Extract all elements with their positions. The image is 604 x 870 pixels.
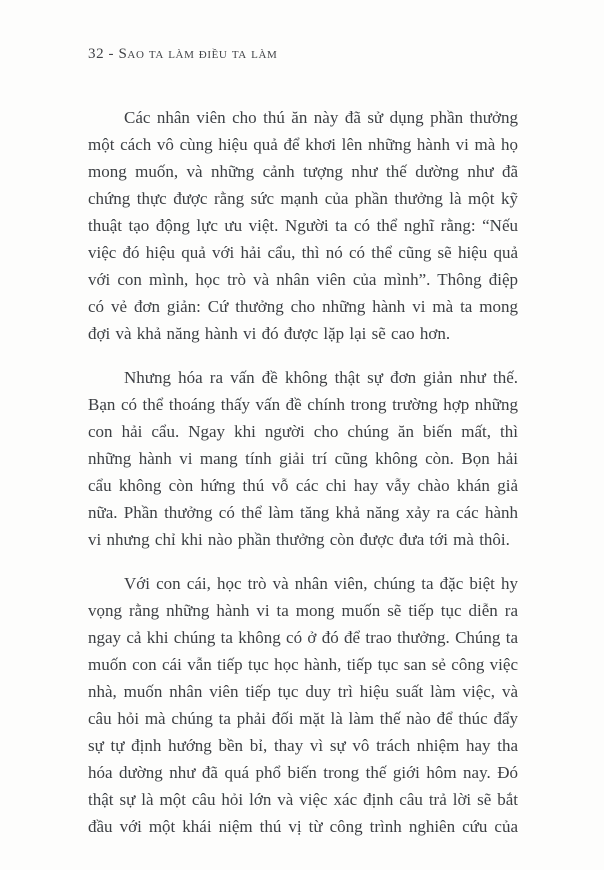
paragraph-2: Nhưng hóa ra vấn đề không thật sự đơn giản như thế. Bạn có thể thoáng thấy vấn đề chính trong trường hợp những con hải cẩu. Ngay khi người cho chúng ăn biến mất, thì những hành vi mang tính giải trí cũng không còn. Bọn hải cẩu không còn hứng thú vỗ các chi hay vẫy chào khán giả nữa. Phần thưởng có thể làm tăng khả năng xảy ra các hành vi nhưng chỉ khi nào phần thưởng còn được đưa tới mà thôi. [88, 368, 518, 549]
paragraph-3: Với con cái, học trò và nhân viên, chúng ta đặc biệt hy vọng rằng những hành vi ta mong muốn sẽ tiếp tục diễn ra ngay cả khi chúng ta không có ở đó để trao thưởng. Chúng ta muốn con cái vẫn tiếp tục học hành, tiếp tục san sẻ công việc nhà, muốn nhân viên tiếp tục duy trì hiệu suất làm việc, và câu hỏi mà chúng ta phải đối mặt là làm thế nào để thúc đẩy sự tự định hướng bền bỉ, thay vì sự vô trách nhiệm hay tha hóa dường như đã quá phổ biến trong thế giới hôm nay. Đó thật sự là một câu hỏi lớn và việc xác định câu trả lời sẽ bắt đầu với một khái niệm thú vị từ công trình nghiên cứu của [88, 574, 518, 836]
body-text [88, 104, 518, 857]
paragraph-1: Các nhân viên cho thú ăn này đã sử dụng phần thưởng một cách vô cùng hiệu quả để khơi lên những hành vi mà họ mong muốn, và những cảnh tượng như thế dường như đã chứng thực được rằng sức mạnh của phần thưởng là một kỹ thuật tạo động lực ưu việt. Người ta có thể nghĩ rằng: “Nếu việc đó hiệu quả với hải cẩu, thì nó có thể cũng sẽ hiệu quả với con mình, học trò và nhân viên của mình”. Thông điệp có vẻ đơn giản: Cứ thưởng cho những hành vi mà ta mong đợi và khả năng hành vi đó được lặp lại sẽ cao hơn. [88, 108, 518, 343]
running-header: 32 - Sao ta làm điều ta làm [88, 46, 278, 62]
